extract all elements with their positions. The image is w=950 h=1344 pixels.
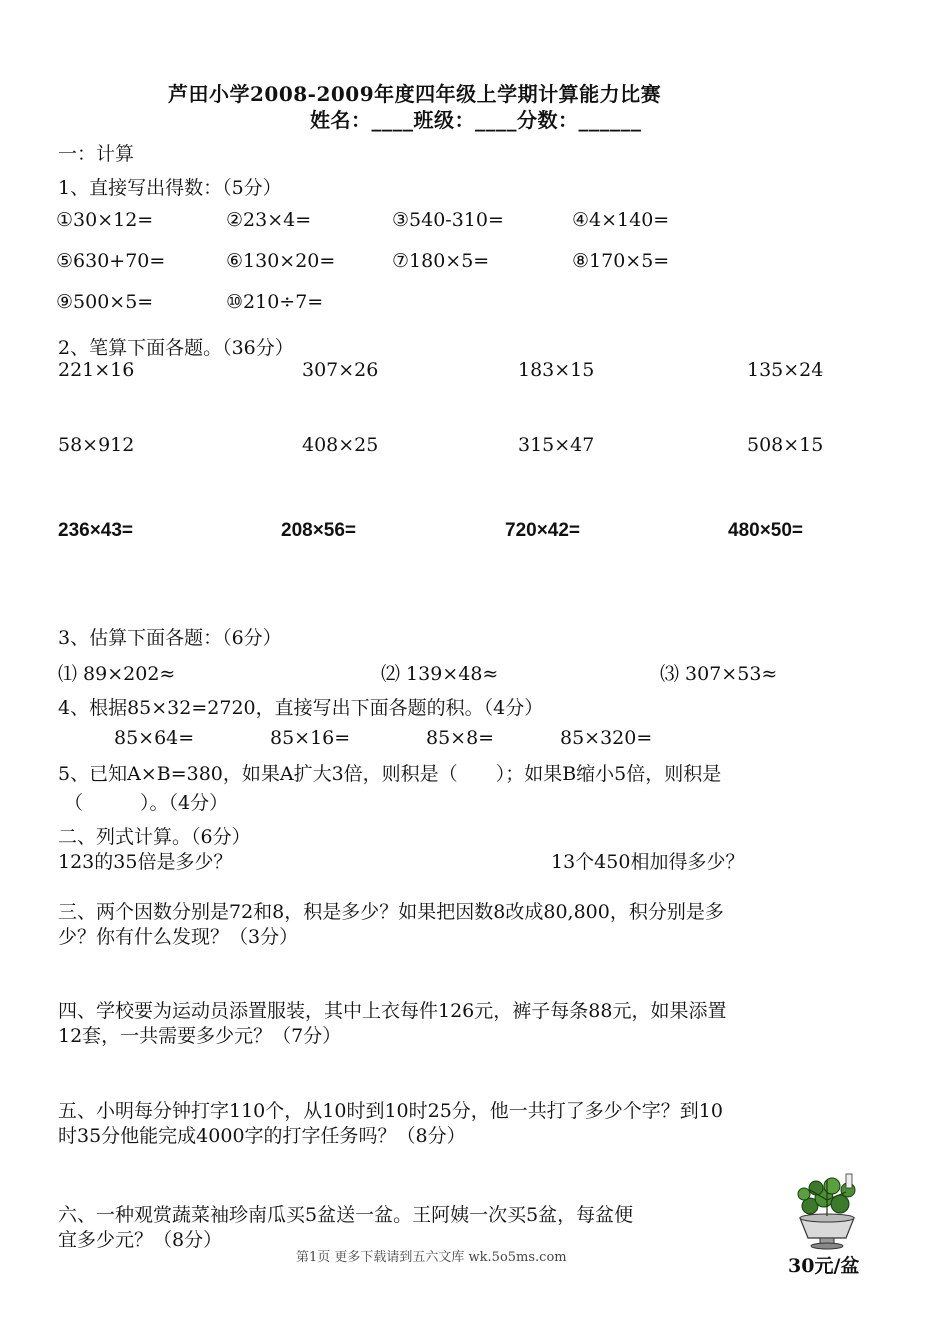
q1-item: ⑩210÷7= [226, 291, 324, 313]
q2-item: 221×16 [58, 359, 135, 381]
page-title: 芦田小学2008-2009年度四年级上学期计算能力比赛 [168, 82, 662, 106]
section4-line2: 12套，一共需要多少元？（7分） [58, 1025, 342, 1047]
q3-item: ⑵ 139×48≈ [381, 663, 499, 685]
section1-heading: 一：计算 [58, 143, 135, 165]
q2-item: 720×42= [505, 520, 581, 541]
section3-line2: 少？你有什么发现？（3分） [58, 926, 299, 948]
q2-item: 480×50= [728, 520, 804, 541]
page-footer: 第1页 更多下载请到五六文库 wk.5o5ms.com [296, 1250, 567, 1265]
q2-item: 135×24 [747, 359, 824, 381]
q1-item: ④4×140= [572, 209, 670, 231]
q5-line1: 5、已知A×B=380，如果A扩大3倍，则积是（ ）；如果B缩小5倍，则积是 [58, 763, 722, 785]
q5-line2: （ ）。（4分） [64, 792, 229, 814]
q1-item: ⑤630+70= [56, 250, 166, 272]
q4-title: 4、根据85×32=2720，直接写出下面各题的积。（4分） [58, 697, 544, 719]
q1-item: ①30×12= [56, 209, 154, 231]
q2-item: 307×26 [302, 359, 379, 381]
section5-line1: 五、小明每分钟打字110个，从10时到10时25分，他一共打了多少个字？到10 [58, 1100, 723, 1122]
q1-item: ⑥130×20= [226, 250, 336, 272]
q4-item: 85×320= [560, 727, 653, 749]
section5-line2: 时35分他能完成4000字的打字任务吗？（8分） [58, 1125, 466, 1147]
q3-title: 3、估算下面各题：（6分） [58, 627, 282, 649]
q4-item: 85×16= [270, 727, 351, 749]
q2-item: 408×25 [302, 434, 379, 456]
q2-item: 58×912 [58, 434, 135, 456]
section2-left: 123的35倍是多少？ [58, 851, 233, 873]
q1-item: ②23×4= [226, 209, 312, 231]
section4-line1: 四、学校要为运动员添置服装，其中上衣每件126元，裤子每条88元，如果添置 [58, 1000, 727, 1022]
q1-item: ⑦180×5= [392, 250, 490, 272]
q4-item: 85×8= [426, 727, 495, 749]
q3-item: ⑶ 307×53≈ [660, 663, 778, 685]
section2-heading: 二、列式计算。（6分） [58, 826, 251, 848]
q3-item: ⑴ 89×202≈ [58, 663, 176, 685]
q2-item: 508×15 [747, 434, 824, 456]
q4-item: 85×64= [114, 727, 195, 749]
q2-item: 183×15 [518, 359, 595, 381]
q1-item: ③540-310= [392, 209, 504, 231]
section2-right: 13个450相加得多少？ [551, 851, 745, 873]
section6-line2: 宜多少元？（8分） [58, 1229, 223, 1251]
student-info-line: 姓名：____班级：____分数：______ [310, 108, 642, 132]
q2-item: 208×56= [281, 520, 357, 541]
q2-title: 2、笔算下面各题。（36分） [58, 337, 294, 359]
q2-item: 315×47 [518, 434, 595, 456]
q2-item: 236×43= [58, 520, 134, 541]
q1-item: ⑧170×5= [572, 250, 670, 272]
q1-title: 1、直接写出得数：（5分） [58, 177, 282, 199]
price-label: 30元/盆 [788, 1255, 860, 1277]
potted-plant-icon [790, 1170, 864, 1250]
section3-line1: 三、两个因数分别是72和8，积是多少？如果把因数8改成80,800，积分别是多 [58, 901, 724, 923]
q1-item: ⑨500×5= [56, 291, 154, 313]
section6-line1: 六、一种观赏蔬菜袖珍南瓜买5盆送一盆。王阿姨一次买5盆，每盆便 [58, 1204, 634, 1226]
